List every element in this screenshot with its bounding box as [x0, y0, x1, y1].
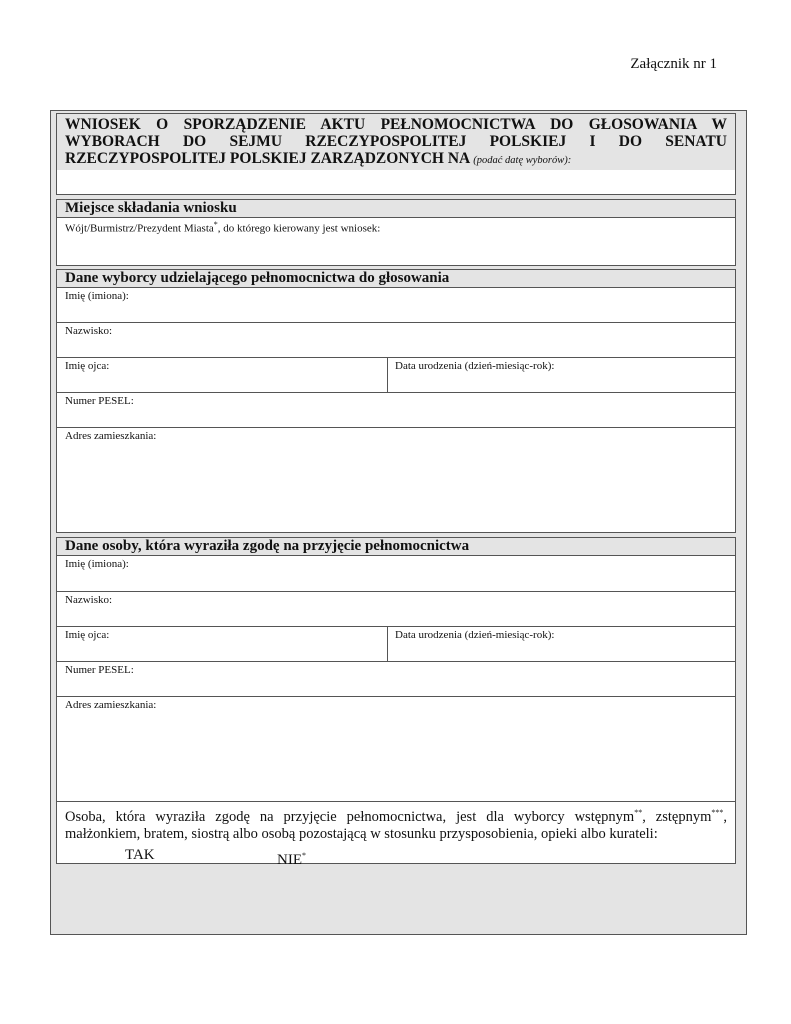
- proxy-first-names-label: Imię (imiona):: [65, 558, 129, 570]
- form-title: [57, 114, 735, 170]
- voter-address-field[interactable]: [57, 427, 735, 532]
- authority-field[interactable]: [57, 218, 735, 265]
- proxy-section: [56, 537, 736, 802]
- option-no[interactable]: NIE*: [277, 851, 306, 868]
- proxy-father-name-row: [57, 626, 735, 662]
- proxy-section-header: Dane osoby, która wyraziła zgodę na przyjęcie pełnomocnictwa: [57, 538, 735, 556]
- voter-section: [56, 269, 736, 533]
- relation-statement: Osoba, która wyraziła zgodę na przyjęcie pełnomocnictwa, jest dla wyborcy wstępnym**, zstępnym***, małżonkiem, bratem, siostrą albo osobą pozostającą w stosunku przysposobienia, opieki albo kurateli:: [65, 808, 727, 842]
- proxy-surname-field[interactable]: [57, 591, 735, 626]
- voter-first-names-field[interactable]: [57, 288, 735, 322]
- place-section-header: Miejsce składania wniosku: [57, 200, 735, 218]
- form-title-main: WNIOSEK O SPORZĄDZENIE AKTU PEŁNOMOCNICTWA DO GŁOSOWANIA W WYBORACH DO SEJMU RZECZYPOSPOLITEJ POLSKIEJ I DO SENATU RZECZYPOSPOLITEJ POLSKIEJ ZARZĄDZONYCH NA: [65, 116, 727, 167]
- footnote-mark-double: **: [634, 808, 643, 817]
- place-section: [56, 199, 736, 266]
- proxy-address-label: Adres zamieszkania:: [65, 699, 157, 711]
- title-box: [56, 113, 736, 195]
- footnote-mark: *: [302, 851, 306, 860]
- voter-father-name-label: Imię ojca:: [65, 360, 110, 372]
- proxy-pesel-label: Numer PESEL:: [65, 664, 134, 676]
- annex-label: Załącznik nr 1: [630, 56, 717, 72]
- proxy-birth-date-field[interactable]: [387, 627, 735, 662]
- election-date-field[interactable]: [57, 170, 735, 194]
- voter-first-names-label: Imię (imiona):: [65, 290, 129, 302]
- footnote-mark-triple: ***: [711, 808, 724, 817]
- proxy-birth-date-label: Data urodzenia (dzień-miesiąc-rok):: [395, 629, 555, 641]
- voter-birth-date-field[interactable]: [387, 358, 735, 393]
- voter-father-name-field[interactable]: [57, 358, 387, 393]
- voter-surname-label: Nazwisko:: [65, 325, 113, 337]
- relation-box: [56, 801, 736, 868]
- voter-birth-date-label: Data urodzenia (dzień-miesiąc-rok):: [395, 360, 555, 372]
- proxy-surname-label: Nazwisko:: [65, 594, 113, 606]
- footnote-mark: *: [213, 220, 218, 229]
- proxy-pesel-field[interactable]: [57, 661, 735, 696]
- voter-father-name-row: [57, 357, 735, 393]
- voter-pesel-field[interactable]: [57, 392, 735, 427]
- voter-pesel-label: Numer PESEL:: [65, 395, 134, 407]
- proxy-first-names-field[interactable]: [57, 556, 735, 591]
- proxy-father-name-field[interactable]: [57, 627, 387, 662]
- option-yes[interactable]: TAK: [125, 847, 155, 863]
- authority-label: Wójt/Burmistrz/Prezydent Miasta*, do którego kierowany jest wniosek:: [65, 220, 381, 235]
- proxy-address-field[interactable]: [57, 696, 735, 801]
- form-title-hint: (podać datę wyborów):: [473, 155, 572, 166]
- voter-section-header: Dane wyborcy udzielającego pełnomocnictwa do głosowania: [57, 270, 735, 288]
- voter-surname-field[interactable]: [57, 322, 735, 357]
- voter-address-label: Adres zamieszkania:: [65, 430, 157, 442]
- proxy-father-name-label: Imię ojca:: [65, 629, 110, 641]
